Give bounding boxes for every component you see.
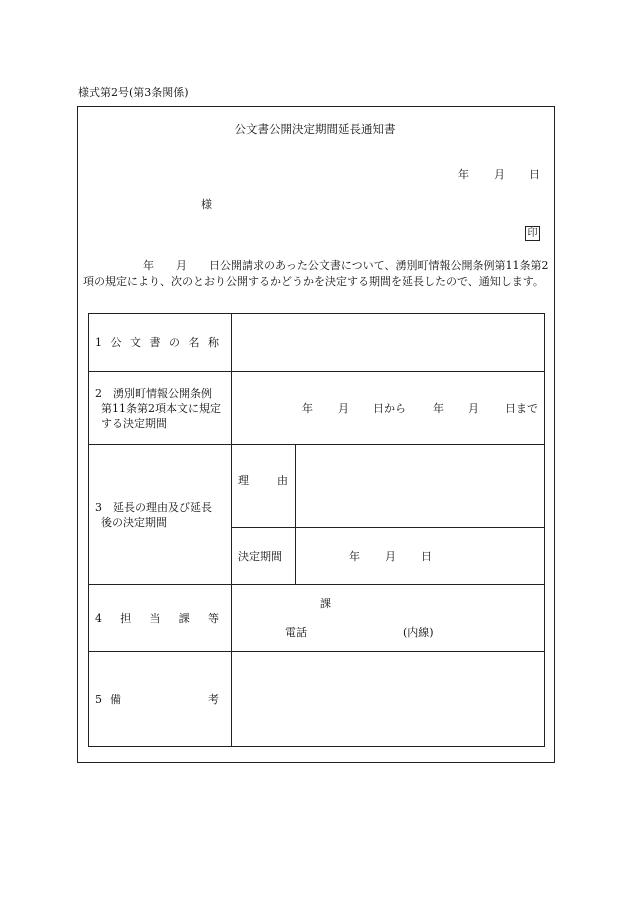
addressee-suffix: 様 bbox=[201, 198, 212, 211]
label-char: 文 bbox=[130, 336, 141, 349]
row-number: 2 bbox=[95, 386, 102, 400]
department-phone: 電話 bbox=[285, 626, 307, 639]
period-from-day: 日から bbox=[373, 402, 406, 415]
label-decision-period bbox=[89, 372, 232, 445]
label-extended-period: 決定期間 bbox=[232, 528, 296, 585]
value-reason[interactable] bbox=[296, 445, 545, 528]
row-department bbox=[89, 585, 545, 652]
details-table bbox=[88, 313, 545, 747]
notice-body bbox=[83, 258, 553, 290]
period-to-day: 日まで bbox=[505, 402, 538, 415]
label-line: する決定期間 bbox=[101, 416, 167, 430]
extended-day: 日 bbox=[421, 550, 432, 563]
period-from-year: 年 bbox=[302, 402, 313, 415]
row-number: 4 bbox=[95, 611, 102, 625]
label-char: 考 bbox=[208, 692, 219, 706]
label-char: 課 bbox=[178, 611, 190, 625]
row-extension-reason bbox=[89, 445, 545, 528]
request-date: 年 月 日 bbox=[143, 259, 220, 272]
value-remarks[interactable] bbox=[232, 652, 545, 747]
extended-month: 月 bbox=[385, 550, 396, 563]
label-char: の bbox=[169, 336, 180, 349]
date-month: 月 bbox=[494, 168, 505, 181]
label-reason bbox=[232, 445, 296, 528]
label-department bbox=[89, 585, 232, 652]
extended-year: 年 bbox=[349, 550, 360, 563]
label-line: 後の決定期間 bbox=[101, 515, 167, 529]
value-extended-period[interactable] bbox=[296, 528, 545, 585]
row-number: 1 bbox=[95, 336, 102, 349]
label-char: 公 bbox=[110, 336, 122, 349]
label-remarks bbox=[89, 652, 232, 747]
label-char: 理 bbox=[238, 474, 249, 487]
department-extension: (内線) bbox=[403, 626, 434, 639]
label-char: 備 bbox=[110, 692, 121, 706]
value-decision-period[interactable] bbox=[232, 372, 545, 445]
label-line: 湧別町情報公開条例 bbox=[113, 386, 212, 400]
label-document-name bbox=[89, 314, 232, 372]
label-char: 担 bbox=[120, 611, 132, 625]
label-char: 書 bbox=[149, 336, 161, 349]
label-char: 由 bbox=[277, 474, 288, 487]
row-number: 3 bbox=[95, 500, 102, 514]
label-line: 延長の理由及び延長 bbox=[113, 500, 212, 514]
document-title: 公文書公開決定期間延長通知書 bbox=[234, 122, 396, 136]
form-number-label: 様式第2号(第3条関係) bbox=[78, 86, 189, 99]
seal-mark: 印 bbox=[525, 226, 540, 241]
label-char: 当 bbox=[149, 611, 161, 625]
date-day: 日 bbox=[529, 168, 540, 181]
period-from-month: 月 bbox=[338, 402, 349, 415]
label-char: 称 bbox=[208, 336, 219, 349]
row-decision-period bbox=[89, 372, 545, 445]
row-document-name bbox=[89, 314, 545, 372]
period-to-month: 月 bbox=[468, 402, 479, 415]
row-remarks bbox=[89, 652, 545, 747]
label-line: 第11条第2項本文に規定 bbox=[101, 401, 221, 415]
date-year: 年 bbox=[458, 168, 469, 181]
label-char: 等 bbox=[208, 611, 219, 625]
department-section: 課 bbox=[320, 597, 331, 610]
period-to-year: 年 bbox=[433, 402, 444, 415]
label-extension bbox=[89, 445, 232, 585]
value-department[interactable] bbox=[232, 585, 545, 652]
value-document-name[interactable] bbox=[232, 314, 545, 372]
label-char: 名 bbox=[188, 336, 200, 349]
row-number: 5 bbox=[95, 692, 102, 706]
notice-text: 公開請求のあった公文書について、湧別町情報公開条例第11条第2項の規定により、次のとおり公開するかどうかを決定する期間を延長したので、通知します。 bbox=[83, 259, 549, 288]
